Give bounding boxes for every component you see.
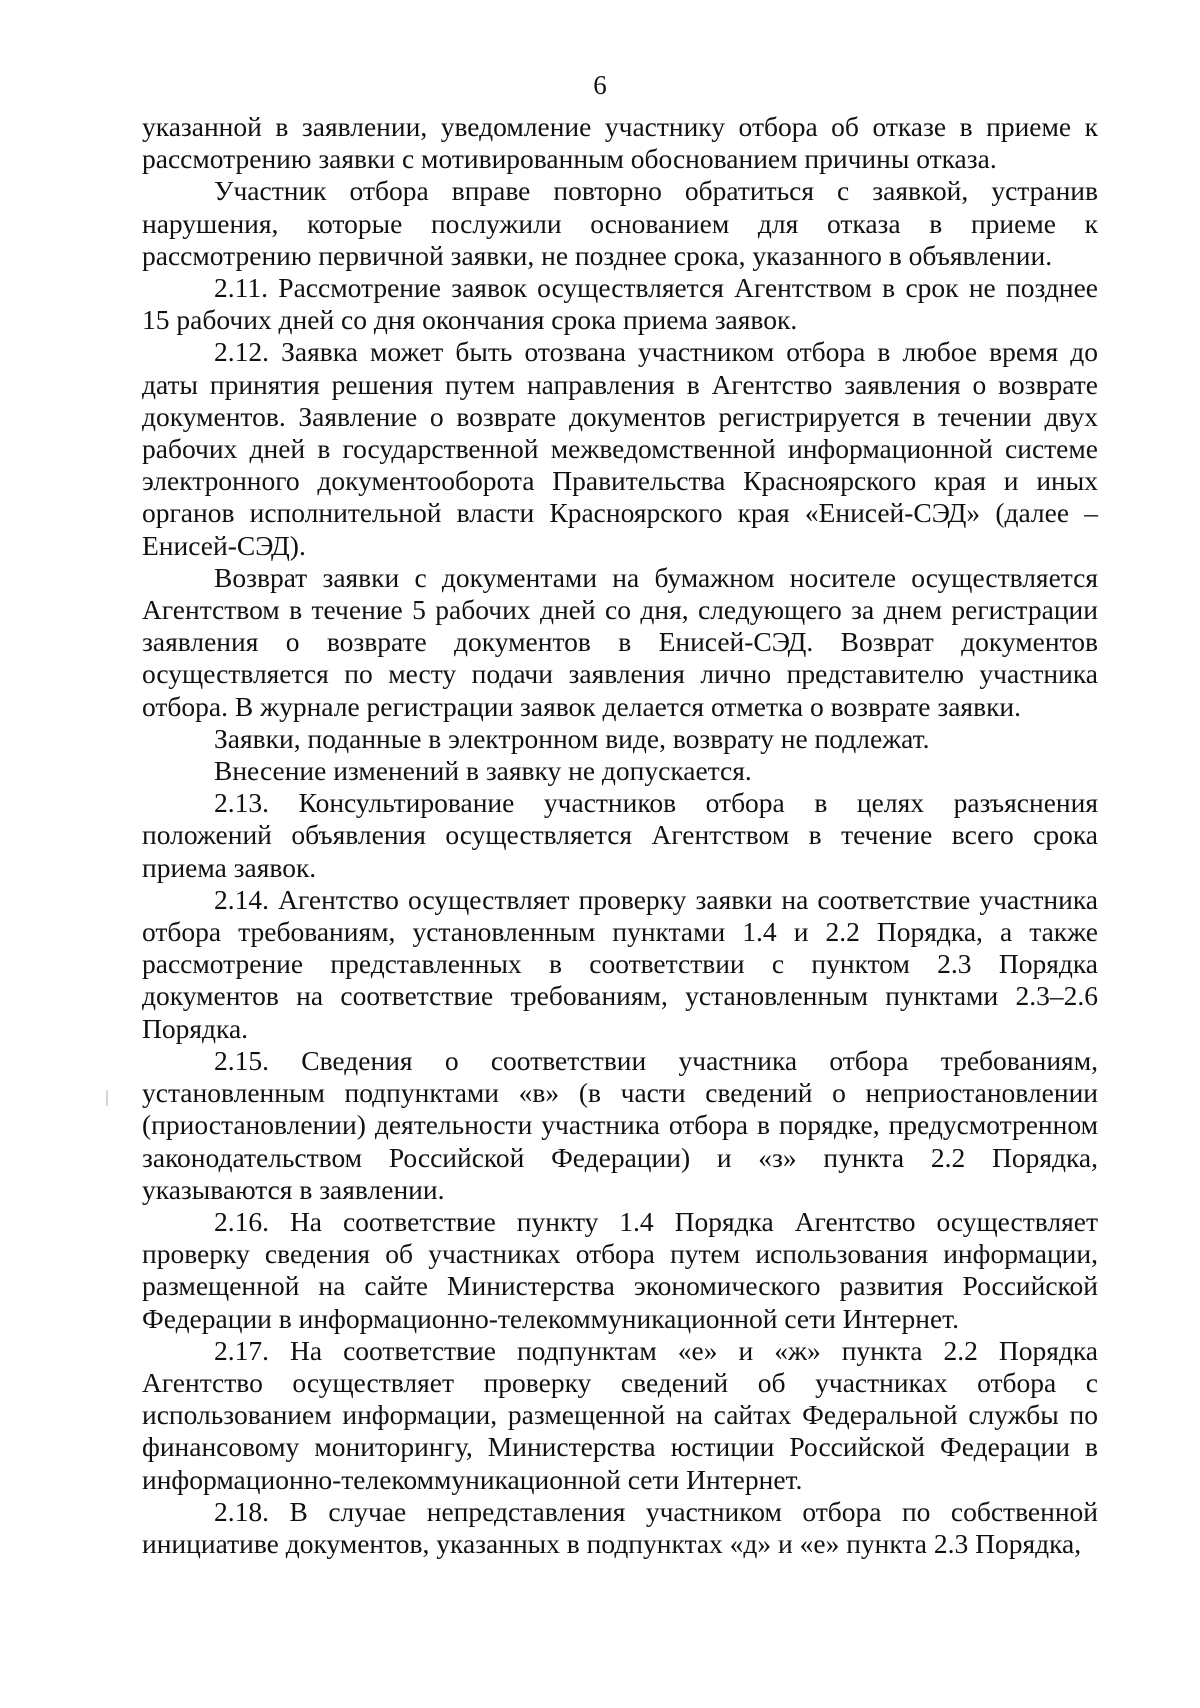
paragraph-2-12: 2.12. Заявка может быть отозвана участником отбора в любое время до даты принятия решения путем направления в Агентство заявления о возврате документов. Заявление о возврате документов регистрируется в течении двух рабочих дней в государственной межведомственной информационной системе электронного документооборота Правительства Красноярского края и иных органов исполнительной власти Красноярского края «Енисей-СЭД» (далее – Енисей-СЭД). — [142, 336, 1098, 561]
paragraph-2-18: 2.18. В случае непредставления участником отбора по собственной инициативе документов, указанных в подпунктах «д» и «е» пункта 2.3 Порядка, — [142, 1495, 1098, 1559]
paragraph-continuation: указанной в заявлении, уведомление участнику отбора об отказе в приеме к рассмотрению заявки с мотивированным обоснованием причины отказа. — [142, 111, 1098, 175]
paragraph-2-11: 2.11. Рассмотрение заявок осуществляется Агентством в срок не позднее 15 рабочих дней со дня окончания срока приема заявок. — [142, 272, 1098, 336]
paragraph-2-16: 2.16. На соответствие пункту 1.4 Порядка Агентство осуществляет проверку сведения об участниках отбора путем использования информации, размещенной на сайте Министерства экономического развития Российской Федерации в информационно-телекоммуникационной сети Интернет. — [142, 1205, 1098, 1334]
paragraph-return-documents: Возврат заявки с документами на бумажном носителе осуществляется Агентством в течение 5 рабочих дней со дня, следующего за днем регистрации заявления о возврате документов в Енисей-СЭД. Возврат документов осуществляется по месту подачи заявления лично представителю участника отбора. В журнале регистрации заявок делается отметка о возврате заявки. — [142, 561, 1098, 722]
paragraph-2-14: 2.14. Агентство осуществляет проверку заявки на соответствие участника отбора требованиям, установленным пунктами 1.4 и 2.2 Порядка, а также рассмотрение представленных в соответствии с пунктом 2.3 Порядка документов на соответствие требованиям, установленным пунктами 2.3–2.6 Порядка. — [142, 883, 1098, 1044]
paragraph-no-changes: Внесение изменений в заявку не допускается. — [214, 755, 752, 787]
paragraph-2-15: 2.15. Сведения о соответствии участника отбора требованиям, установленным подпунктами «в» (в части сведений о неприостановлении (приостановлении) деятельности участника отбора в порядке, предусмотренном законодательством Российской Федерации) и «з» пункта 2.2 Порядка, указываются в заявлении. — [142, 1044, 1098, 1205]
paragraph-2-17: 2.17. На соответствие подпунктам «е» и «ж» пункта 2.2 Порядка Агентство осуществляет проверку сведений об участниках отбора с использованием информации, размещенной на сайтах Федеральной службы по финансовому мониторингу, Министерства юстиции Российской Федерации в информационно-телекоммуникационной сети Интернет. — [142, 1334, 1098, 1495]
paragraph-repeat-application: Участник отбора вправе повторно обратиться с заявкой, устранив нарушения, которые послужили основанием для отказа в приеме к рассмотрению первичной заявки, не позднее срока, указанного в объявлении. — [142, 175, 1098, 271]
page-number: 6 — [593, 70, 607, 100]
scan-artifact — [106, 1090, 108, 1106]
paragraph-electronic-applications: Заявки, поданные в электронном виде, возврату не подлежат. — [214, 722, 930, 754]
paragraph-2-13: 2.13. Консультирование участников отбора в целях разъяснения положений объявления осуществляется Агентством в течение всего срока приема заявок. — [142, 787, 1098, 883]
document-body — [142, 111, 1098, 1560]
